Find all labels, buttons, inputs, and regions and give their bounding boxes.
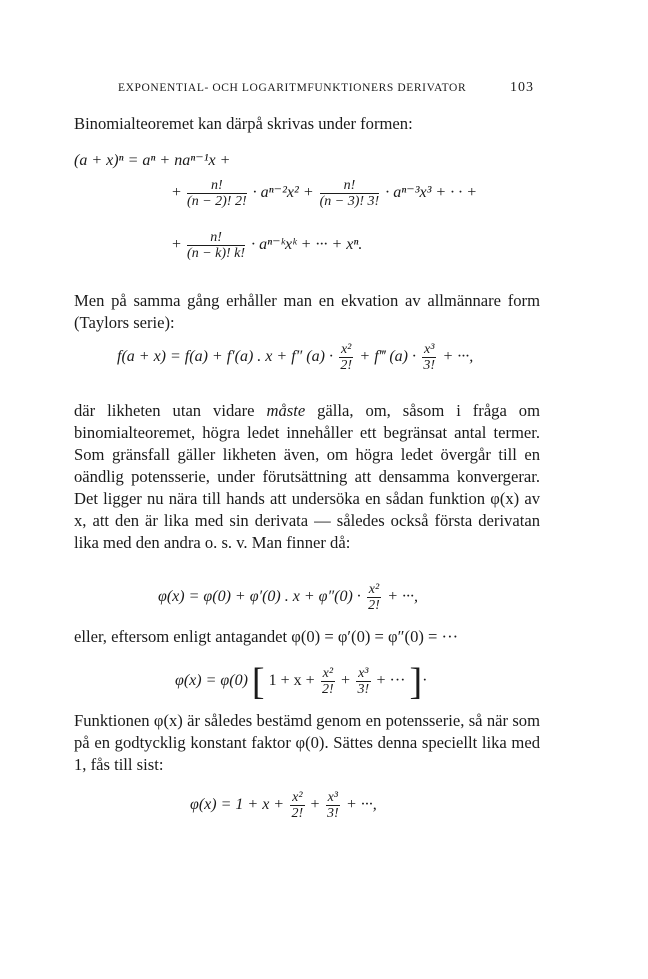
paragraph-taylor-intro: Men på samma gång erhåller man en ekvation av allmännare form (Taylors serie):	[74, 291, 540, 332]
fraction: $\frac{\text{x²}}{2!}$	[340, 342, 353, 373]
running-header: EXPONENTIAL- OCH LOGARITMFUNKTIONERS DERIVATOR	[118, 82, 467, 94]
binomial-line-2: + $\frac{n!}{(n - 2)! 2!}$ · aⁿ⁻²x² + $\frac{n!}{(n - 3)! 3!}$ · aⁿ⁻³x³ + · · +	[172, 178, 478, 209]
paragraph-discussion: där likheten utan vidare måste gälla, om, såsom i fråga om binomialteoremet, högra ledet innehåller ett begränsat antal termer. Som gränsfall gäller likheten även, om högra ledet övergår till en oändlig potensserie, under förutsättning att densamma konvergerar. Det ligger nu nära till hands att undersöka en sådan funktion φ(x) av x, att den är lika med sin derivata — således också första derivatan lika med den andra o. s. v. Man finner då:	[74, 401, 540, 552]
right-bracket: ]	[409, 661, 423, 703]
paragraph-conclusion: Funktionen φ(x) är således bestämd genom en potensserie, så när som på en godtycklig konstant faktor φ(0). Sättes denna speciellt lika med 1, fås till sist:	[74, 711, 540, 774]
binomial-line-3: + $\frac{n!}{(n - k)! k!}$ · aⁿ⁻ᵏxᵏ + ··· + xⁿ.	[172, 230, 363, 261]
left-bracket: [	[251, 661, 265, 703]
phi-series-equation: φ(x) = φ(0) + φ′(0) . x + φ″(0) · $\frac{\text{x²}}{2!}$ + ···,	[158, 582, 419, 613]
fraction: $\frac{\text{x³}}{3!}$	[326, 790, 339, 821]
fraction: $\frac{\text{x³}}{3!}$	[357, 665, 370, 697]
emphasis-maste: måste	[266, 401, 306, 420]
paragraph-intro: Binomialteoremet kan därpå skrivas under formen:	[74, 114, 413, 133]
fraction: $\frac{n!}{(n - k)! k!}$	[187, 230, 246, 261]
exponential-series-equation: φ(x) = 1 + x + $\frac{\text{x²}}{2!}$ + $\frac{\text{x³}}{3!}$ + ···,	[190, 790, 377, 821]
phi-factored-equation: φ(x) = φ(0) [ 1 + x + $\frac{\text{x²}}{2!}$ + $\frac{\text{x³}}{3!}$ + ··· ]·	[175, 661, 428, 703]
binomial-line-1: (a + x)ⁿ = aⁿ + naⁿ⁻¹x +	[74, 152, 231, 169]
fraction: $\frac{\text{x²}}{2!}$	[322, 665, 334, 697]
taylor-equation: f(a + x) = f(a) + f′(a) . x + f″ (a) · $\frac{\text{x²}}{2!}$ + f‴ (a) · $\frac{\text{x³}}{3!}$ + ···,	[117, 342, 474, 373]
fraction: $\frac{n!}{(n - 3)! 3!}$	[319, 178, 380, 209]
fraction: $\frac{\text{x²}}{2!}$	[368, 582, 380, 613]
fraction: $\frac{n!}{(n - 2)! 2!}$	[187, 178, 247, 209]
fraction: $\frac{\text{x²}}{2!}$	[291, 790, 304, 821]
page-number: 103	[510, 80, 534, 95]
paragraph-assumption: eller, eftersom enligt antagandet φ(0) = φ′(0) = φ″(0) = ···	[74, 627, 459, 646]
fraction: $\frac{\text{x³}}{3!}$	[423, 342, 436, 373]
